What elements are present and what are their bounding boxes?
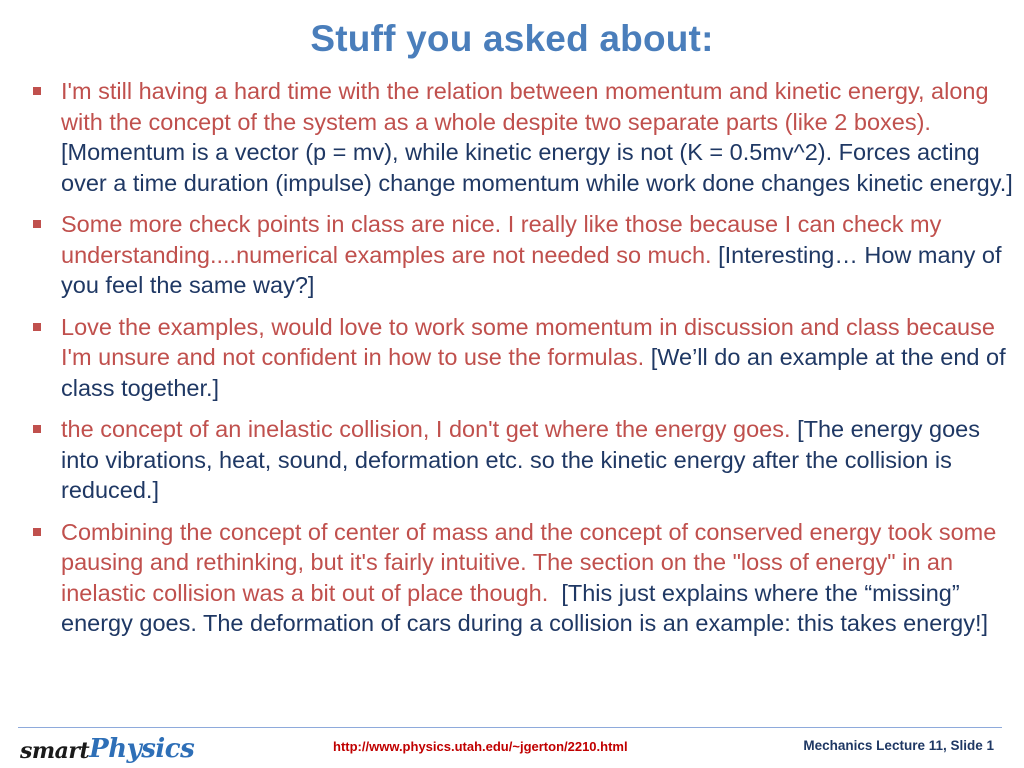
bullet-square-icon — [33, 220, 41, 228]
logo-physics-text: Physics — [89, 734, 195, 764]
logo-smart-text: smart — [20, 738, 90, 764]
footer-divider — [18, 727, 1002, 728]
list-item — [30, 209, 1016, 301]
list-item — [30, 76, 1016, 198]
bullet-square-icon — [33, 528, 41, 536]
question-text: I'm still having a hard time with the relation between momentum and kinetic energy, along with the concept of the system as a whole despite two separate parts (like 2 boxes). — [61, 78, 989, 135]
list-item — [30, 517, 1016, 639]
bullet-square-icon — [33, 87, 41, 95]
bullet-list — [30, 76, 1016, 650]
question-text: Some more check points in class are nice. I really like those because I can check my understanding....numerical examples are not needed so much. — [61, 211, 942, 268]
slide-title: Stuff you asked about: — [310, 18, 714, 59]
slide-number-label: Mechanics Lecture 11, Slide 1 — [803, 738, 994, 753]
answer-text: [Interesting… How many of you feel the same way?] — [61, 241, 1002, 298]
bullet-square-icon — [33, 323, 41, 331]
answer-text: [This just explains where the “missing” energy goes. The deformation of cars during a collision is an example: this takes energy!] — [61, 579, 989, 636]
bullet-square-icon — [33, 425, 41, 433]
course-url-link[interactable]: http://www.physics.utah.edu/~jgerton/2210.html — [333, 739, 628, 754]
question-text: Love the examples, would love to work some momentum in discussion and class because I'm unsure and not confident in how to use the formulas. — [61, 313, 995, 370]
smartphysics-logo — [20, 736, 194, 764]
answer-text: [We’ll do an example at the end of class together.] — [61, 344, 1006, 401]
list-item — [30, 312, 1016, 404]
answer-text: [Momentum is a vector (p = mv), while kinetic energy is not (K = 0.5mv^2). Forces acting over a time duration (impulse) change momentum while work done changes kinetic energy.] — [61, 139, 1013, 196]
question-text: Combining the concept of center of mass and the concept of conserved energy took some pausing and rethinking, but it's fairly intuitive. The section on the "loss of energy" in an inelastic collision was a bit out of place though. — [61, 518, 997, 606]
question-text: the concept of an inelastic collision, I don't get where the energy goes. — [61, 416, 791, 442]
list-item — [30, 414, 1016, 506]
answer-text: [The energy goes into vibrations, heat, sound, deformation etc. so the kinetic energy after the collision is reduced.] — [61, 416, 980, 503]
